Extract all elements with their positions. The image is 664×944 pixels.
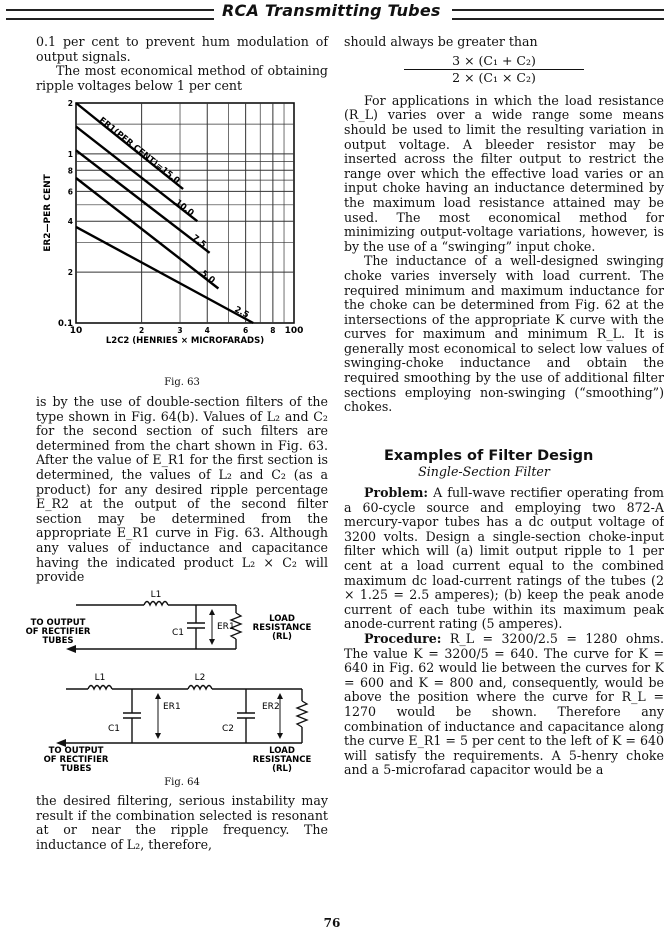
label-er2: ER2 bbox=[262, 701, 280, 712]
paragraph: For applications in which the load resistance (R_L) varies over a wide range some means should be used to limit the resulting variation in output voltage. A bleeder resistor may be inserted across the filter output to restrict the range over which the effective load varies or an input choke having an inductance determined by the maximum load resistance attained may be used. The most economical method for minimizing output-voltage variations, however, is by the use of a “swinging” input choke. bbox=[344, 92, 664, 254]
paragraph: is by the use of double-section filters of the type shown in Fig. 64(b). Values of L₂ and C₂ for the second section of such filters are determined from the chart shown in Fig. 63. After the value of E_R1 for the first section is determined, the values of L₂ and C₂ (as a product) for any desired ripple percentage E_R2 at the output of the second filter section may be determined from the appropriate E_R1 curve in Fig. 63. Although any values of inductance and capacitance having the indicated product L₂ × C₂ will provide bbox=[36, 393, 328, 585]
label-l2: L2 bbox=[194, 672, 206, 683]
label-c2: C2 bbox=[221, 723, 234, 734]
formula-numerator: 3 × (C₁ + C₂) bbox=[404, 54, 584, 71]
inductor-l2-icon bbox=[188, 685, 212, 689]
paragraph bbox=[344, 486, 664, 632]
y-tick-label: 8 bbox=[67, 166, 73, 176]
x-axis-label: L2C2 (HENRIES × MICROFARADS) bbox=[105, 336, 265, 347]
label-er1: ER1 bbox=[217, 621, 235, 632]
figure-64a-circuit bbox=[25, 587, 328, 665]
figure-64b-circuit bbox=[36, 671, 328, 775]
procedure-text: R_L = 3200/2.5 = 1280 ohms. The value K = 3200/5 = 640. The curve for K = 640 in Fig. 62 would lie between the curves for K = 600 and K = 800 and, consequently, would be above the position where the curve for R_L = 1270 would be shown. Therefore any combination of inductance and capacitance along the curve E_R1 = 5 per cent to the left of K = 640 will satisfy the requirements. A 5-henry choke and a 5-microfarad capacitor would be a bbox=[344, 630, 664, 778]
label-rl: (RL) bbox=[272, 631, 292, 642]
chart-labels bbox=[43, 99, 303, 346]
label-l1: L1 bbox=[94, 672, 106, 683]
label-of-rectifier: OF RECTIFIER bbox=[25, 626, 91, 637]
formula bbox=[404, 54, 584, 86]
paragraph: should always be greater than bbox=[344, 34, 538, 49]
label-c1: C1 bbox=[171, 627, 184, 638]
y-tick-label: 2 bbox=[67, 99, 73, 109]
series-label: 7.5 bbox=[189, 233, 208, 251]
label-tubes: TUBES bbox=[60, 763, 92, 774]
inductor-l1-icon bbox=[88, 685, 112, 689]
x-tick-label: 100 bbox=[284, 326, 304, 337]
page-header bbox=[0, 0, 664, 28]
paragraph: The inductance of a well-designed swinging choke varies inversely with load current. The required minimum and maximum inductance for the choke can be determined from Fig. 62 at the intersections of the appropriate K curve with the curves for maximum and minimum R_L. It is generally most economical to select low values of swinging-choke inductance and obtain the required smoothing by the use of additional filter sections employing non-swinging (“smoothing”) chokes. bbox=[344, 253, 664, 415]
figure-64-caption: Fig. 64 bbox=[164, 776, 200, 788]
label-tubes: TUBES bbox=[42, 635, 74, 646]
resistor-rl-icon bbox=[297, 701, 307, 727]
figure-63-chart bbox=[36, 95, 328, 375]
x-tick-label: 2 bbox=[139, 326, 145, 336]
series-line-2-5 bbox=[76, 227, 253, 323]
problem-label: Problem: bbox=[364, 485, 429, 501]
section-heading: Examples of Filter Design bbox=[384, 447, 594, 464]
y-axis-label: ER2—PER CENT bbox=[43, 174, 53, 253]
x-tick-label: 3 bbox=[177, 326, 183, 336]
header-title: RCA Transmitting Tubes bbox=[222, 1, 441, 20]
section-subheading: Single-Section Filter bbox=[418, 464, 550, 480]
label-load: LOAD bbox=[269, 745, 295, 756]
formula-denominator: 2 × (C₁ × C₂) bbox=[452, 70, 536, 86]
label-to-output: TO OUTPUT bbox=[30, 617, 86, 628]
header-rule-left bbox=[6, 9, 214, 20]
label-of-rectifier: OF RECTIFIER bbox=[43, 754, 109, 765]
y-tick-label: 2 bbox=[67, 268, 73, 278]
series-label: 5.0 bbox=[198, 269, 217, 287]
series-label: 2.5 bbox=[232, 305, 251, 322]
paragraph: The most economical method of obtaining ripple voltages below 1 per cent bbox=[36, 63, 328, 93]
label-to-output: TO OUTPUT bbox=[48, 745, 104, 756]
label-c1: C1 bbox=[107, 723, 120, 734]
y-tick-label: 1 bbox=[67, 150, 73, 160]
label-resistance: RESISTANCE bbox=[252, 622, 312, 633]
y-tick-label: 4 bbox=[67, 217, 73, 227]
label-l1: L1 bbox=[150, 589, 162, 600]
figure-63-caption: Fig. 63 bbox=[164, 377, 200, 389]
x-tick-label: 8 bbox=[270, 326, 276, 336]
x-tick-label: 6 bbox=[243, 326, 249, 336]
x-tick-label: 4 bbox=[204, 326, 210, 336]
chart-curves bbox=[76, 103, 253, 323]
arrow-left-icon bbox=[66, 645, 76, 653]
page-number: 76 bbox=[323, 916, 341, 930]
label-resistance: RESISTANCE bbox=[252, 754, 312, 765]
left-column bbox=[25, 34, 328, 853]
problem-text: A full-wave rectifier operating from a 60-cycle source and employing two 872-A mercury-vapor tubes has a dc output voltage of 3200 volts. Design a single-section choke-input filter which will (a) limit output ripple to 1 per cent at a load current equal to the combined maximum dc load-current ratings of the tubes (2 × 1.25 = 2.5 amperes); (b) keep the peak anode current of each tube within its maximum peak anode-current rating (5 amperes). bbox=[344, 485, 664, 632]
paragraph: 0.1 per cent to prevent hum modulation of output signals. bbox=[36, 34, 328, 64]
series-label: ER1(PER CENT)=15.0 bbox=[96, 115, 182, 187]
procedure-label: Procedure: bbox=[364, 630, 442, 646]
x-tick-label: 10 bbox=[69, 326, 83, 337]
label-er1: ER1 bbox=[163, 701, 181, 712]
series-label: 10.0 bbox=[172, 198, 196, 219]
inductor-l1-icon bbox=[144, 601, 168, 605]
right-column bbox=[344, 35, 664, 778]
paragraph: the desired filtering, serious instability may result if the combination selected is resonant at or near the ripple frequency. The inductance of L₂, therefore, bbox=[36, 793, 328, 853]
y-tick-label: 6 bbox=[67, 187, 73, 197]
paragraph bbox=[344, 632, 664, 778]
label-rl: (RL) bbox=[272, 763, 292, 774]
y-tick-label: 0.1 bbox=[57, 319, 73, 330]
header-rule-right bbox=[452, 9, 664, 20]
label-load: LOAD bbox=[269, 613, 295, 624]
